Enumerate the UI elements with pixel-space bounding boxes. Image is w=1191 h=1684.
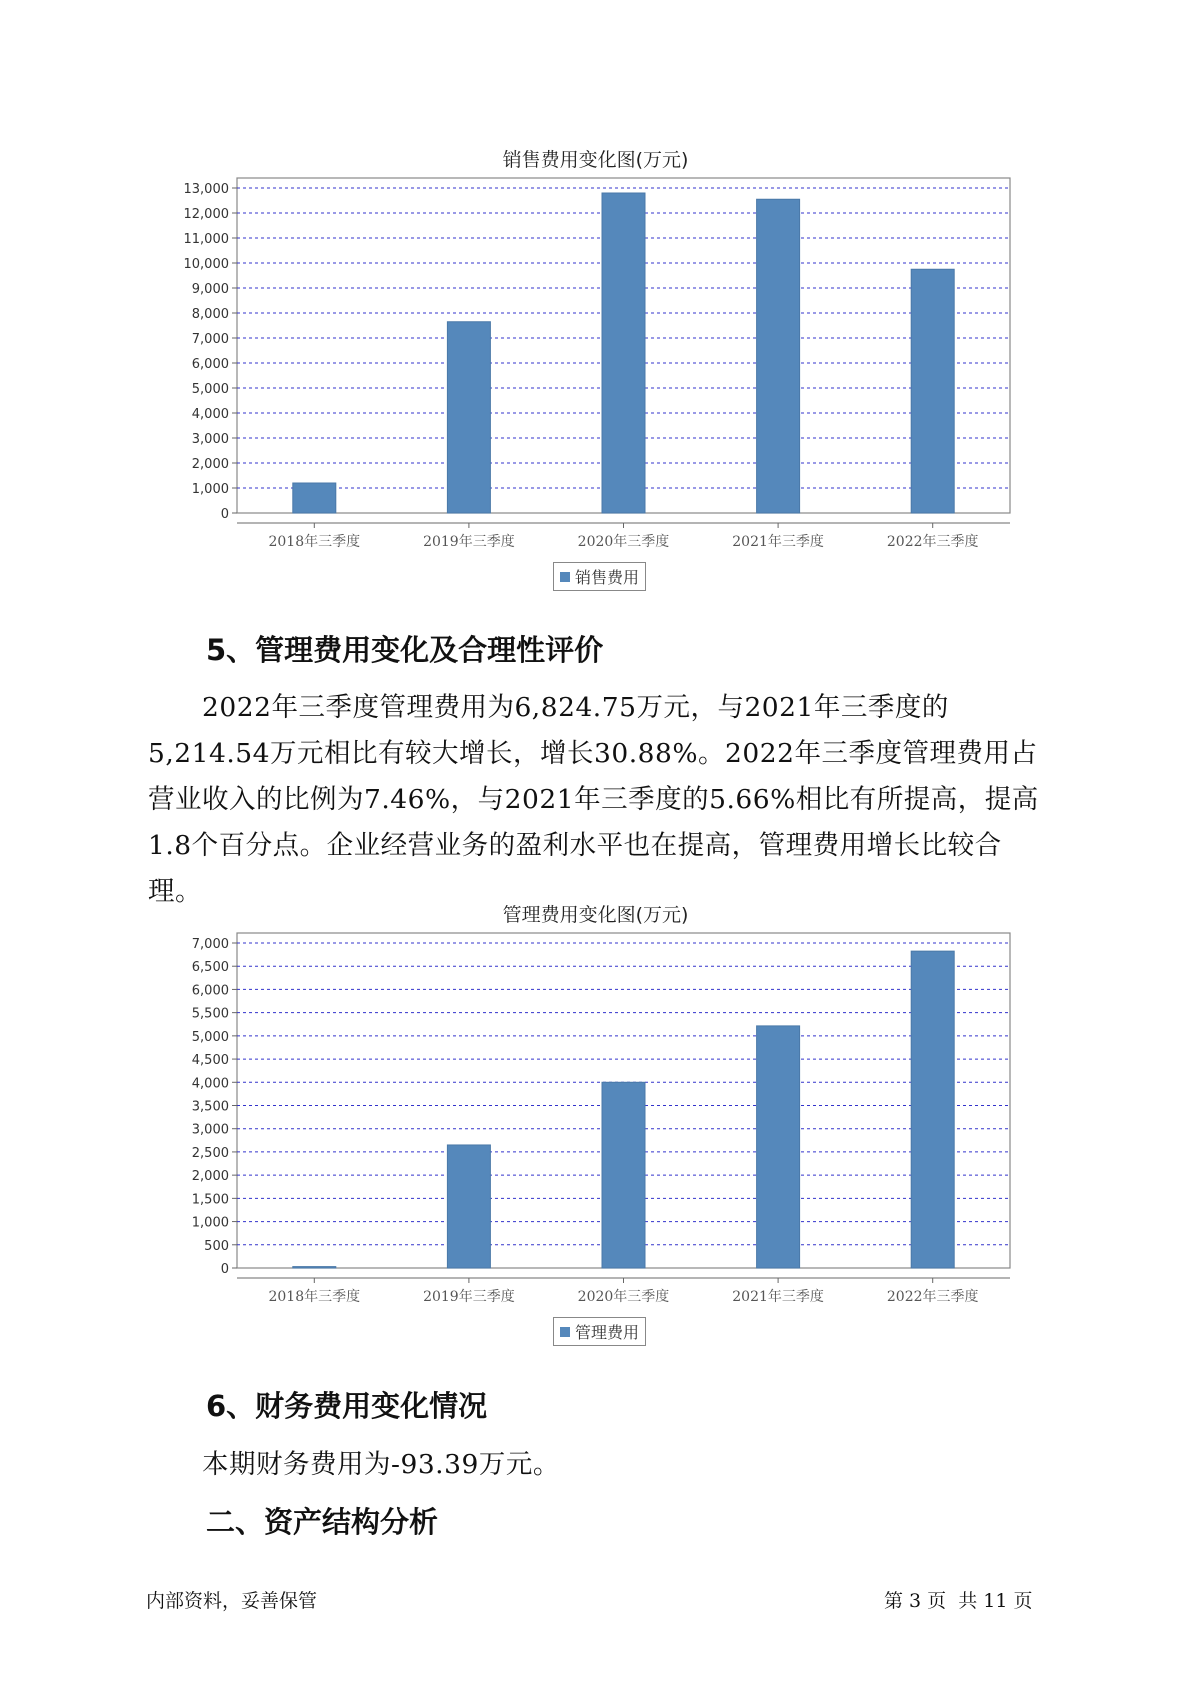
footer-confidential-note: 内部资料，妥善保管: [146, 1590, 318, 1612]
y-tick-label: 4,000: [191, 407, 229, 422]
y-tick-label: 4,500: [191, 1053, 229, 1069]
y-tick-label: 8,000: [191, 307, 229, 322]
y-tick-label: 6,500: [191, 960, 229, 976]
y-tick-label: 9,000: [191, 282, 229, 297]
y-tick-label: 2,500: [191, 1145, 229, 1161]
y-tick-label: 1,500: [191, 1192, 229, 1208]
chart-title-admin: 管理费用变化图(万元): [502, 904, 689, 926]
bar: [293, 483, 336, 513]
x-tick-label: 2018年三季度: [268, 534, 361, 550]
admin-expense-chart: [0, 925, 1191, 1305]
y-tick-label: 10,000: [183, 257, 229, 272]
sales-expense-chart: [0, 170, 1191, 550]
y-tick-label: 1,000: [191, 1215, 229, 1231]
bar: [447, 1145, 490, 1268]
x-tick-label: 2021年三季度: [732, 534, 824, 550]
y-tick-label: 6,000: [191, 357, 229, 372]
paragraph-finance-expense: 本期财务费用为-93.39万元。: [202, 1449, 560, 1480]
y-tick-label: 11,000: [183, 232, 229, 247]
y-tick-label: 4,000: [191, 1076, 229, 1092]
y-tick-label: 5,000: [191, 1029, 229, 1045]
section-heading-6: 6、财务费用变化情况: [206, 1389, 488, 1423]
legend-label: 管理费用: [575, 1323, 640, 1342]
section-heading-5: 5、管理费用变化及合理性评价: [206, 633, 604, 667]
section-heading-asset-structure: 二、资产结构分析: [206, 1505, 439, 1539]
x-tick-label: 2022年三季度: [886, 1289, 979, 1305]
footer-page-number: 第 3 页 共 11 页: [884, 1590, 1033, 1612]
x-tick-label: 2022年三季度: [886, 534, 979, 550]
chart-legend-sales: [553, 562, 646, 591]
x-tick-label: 2021年三季度: [732, 1289, 824, 1305]
y-tick-label: 13,000: [183, 182, 229, 197]
bar: [602, 193, 645, 513]
chart-title-sales: 销售费用变化图(万元): [502, 149, 689, 171]
y-tick-label: 3,500: [191, 1099, 229, 1115]
paragraph-text: 2022年三季度管理费用为6,824.75万元，与2021年三季度的5,214.54万元相比有较大增长，增长30.88%。2022年三季度管理费用占营业收入的比例为7.46%，与2021年三季度的5.66%相比有所提高，提高1.8个百分点。企业经营业务的盈利水平也在提高，管理费用增长比较合理。: [148, 692, 1039, 907]
bar: [447, 322, 490, 513]
y-tick-label: 0: [220, 1262, 229, 1277]
y-tick-label: 6,000: [191, 983, 229, 999]
y-tick-label: 3,000: [191, 1122, 229, 1138]
y-tick-label: 5,000: [191, 382, 229, 397]
bar: [911, 951, 954, 1268]
bar: [757, 199, 800, 513]
y-tick-label: 0: [220, 507, 229, 522]
y-tick-label: 2,000: [191, 457, 229, 472]
x-tick-label: 2019年三季度: [423, 534, 515, 550]
y-tick-label: 7,000: [191, 937, 229, 952]
x-tick-label: 2020年三季度: [577, 534, 670, 550]
y-tick-label: 12,000: [183, 207, 229, 222]
legend-label: 销售费用: [575, 568, 640, 587]
y-tick-label: 1,000: [191, 482, 229, 497]
y-tick-label: 2,000: [191, 1169, 229, 1185]
x-tick-label: 2018年三季度: [268, 1289, 361, 1305]
y-tick-label: 3,000: [191, 432, 229, 447]
y-tick-label: 7,000: [191, 332, 229, 347]
x-tick-label: 2020年三季度: [577, 1289, 670, 1305]
bar: [757, 1026, 800, 1268]
y-tick-label: 5,500: [191, 1006, 229, 1022]
legend-swatch: [560, 572, 570, 582]
bar: [602, 1082, 645, 1268]
chart-legend-admin: [553, 1317, 646, 1346]
x-tick-label: 2019年三季度: [423, 1289, 515, 1305]
paragraph-admin-expense: [148, 685, 1048, 915]
bar: [293, 1267, 336, 1268]
y-tick-label: 500: [204, 1238, 229, 1254]
legend-swatch: [560, 1327, 570, 1337]
bar: [911, 269, 954, 513]
